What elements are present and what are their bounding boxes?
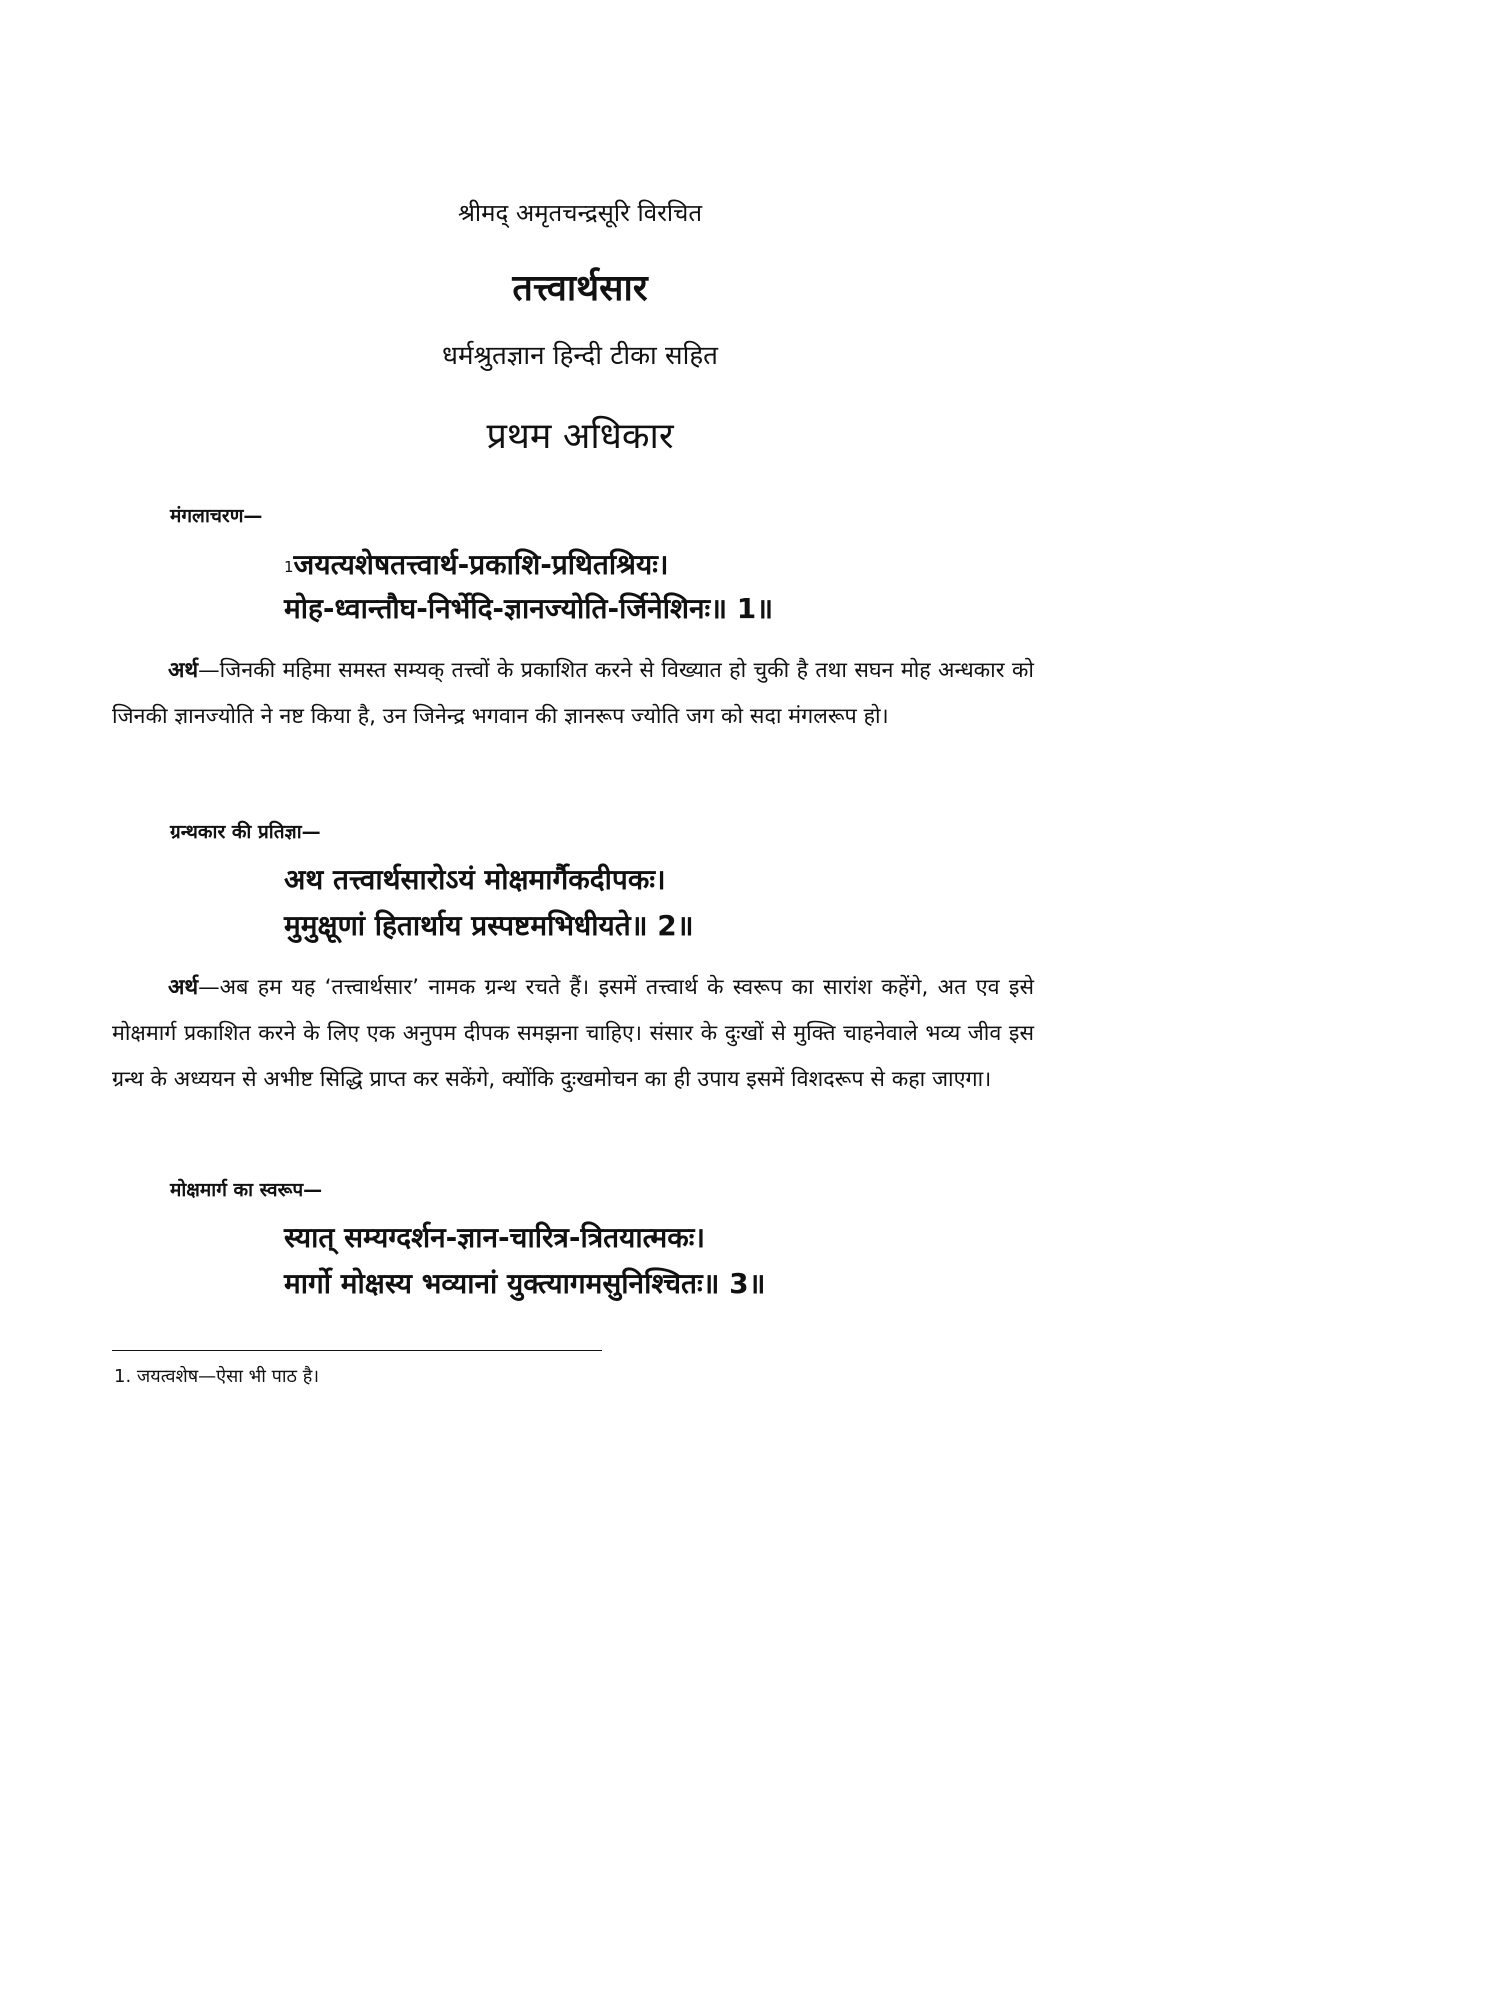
commentary-subtitle: धर्मश्रुतज्ञान हिन्दी टीका सहित	[442, 341, 718, 371]
section-heading-pratigya: ग्रन्थकार की प्रतिज्ञा—	[170, 821, 321, 843]
verse-text: जयत्यशेषतत्त्वार्थ-प्रकाशि-प्रथितश्रियः।	[293, 548, 669, 581]
meaning-text: —अब हम यह ‘तत्त्वार्थसार’ नामक ग्रन्थ रचते हैं। इसमें तत्त्वार्थ के स्वरूप का सारांश कहेंगे, अत एव इसे मोक्षमार्ग प्रकाशित करने के लिए एक अनुपम दीपक समझना चाहिए। संसार के दुःखों से मुक्ति चाहनेवाले भव्य जीव इस ग्रन्थ के अध्ययन से अभीष्ट सिद्धि प्राप्त कर सकेंगे, क्योंकि दुःखमोचन का ही उपाय इसमें विशदरूप से कहा जाएगा।	[112, 975, 1034, 1092]
meaning-label: अर्थ	[168, 975, 199, 1000]
footnote-divider	[112, 1350, 602, 1351]
section-heading-mokshamarg: मोक्षमार्ग का स्वरूप—	[170, 1179, 323, 1201]
verse-3-line-1: स्यात् सम्यग्दर्शन-ज्ञान-चारित्र-त्रितयात्मकः।	[284, 1221, 706, 1254]
verse-2-line-1: अथ तत्त्वार्थसारोऽयं मोक्षमार्गैकदीपकः।	[284, 863, 666, 896]
section-heading-mangalacharan: मंगलाचरण—	[170, 505, 263, 527]
verse-3-line-2: मार्गो मोक्षस्य भव्यानां युक्त्यागमसुनिश्चितः॥ 3॥	[284, 1267, 766, 1300]
chapter-heading: प्रथम अधिकार	[486, 416, 674, 457]
footnote: 1. जयत्वशेष—ऐसा भी पाठ है।	[114, 1366, 320, 1387]
meaning-paragraph-1	[112, 648, 1034, 740]
verse-1-line-2: मोह-ध्वान्तौघ-निर्भेदि-ज्ञानज्योति-र्जिनेशिनः॥ 1॥	[284, 592, 773, 625]
footnote-marker: 1	[284, 558, 294, 576]
verse-2-line-2: मुमुक्षूणां हितार्थाय प्रस्पष्टमभिधीयते॥ 2॥	[284, 909, 694, 942]
meaning-label: अर्थ	[168, 658, 199, 683]
author-line: श्रीमद् अमृतचन्द्रसूरि विरचित	[457, 199, 703, 227]
meaning-text: —जिनकी महिमा समस्त सम्यक् तत्त्वों के प्रकाशित करने से विख्यात हो चुकी है तथा सघन मोह अन्धकार को जिनकी ज्ञानज्योति ने नष्ट किया है, उन जिनेन्द्र भगवान की ज्ञानरूप ज्योति जग को सदा मंगलरूप हो।	[112, 658, 1034, 729]
meaning-paragraph-2	[112, 965, 1034, 1103]
verse-1-line-1	[284, 543, 668, 587]
book-title: तत्त्वार्थसार	[512, 268, 648, 309]
